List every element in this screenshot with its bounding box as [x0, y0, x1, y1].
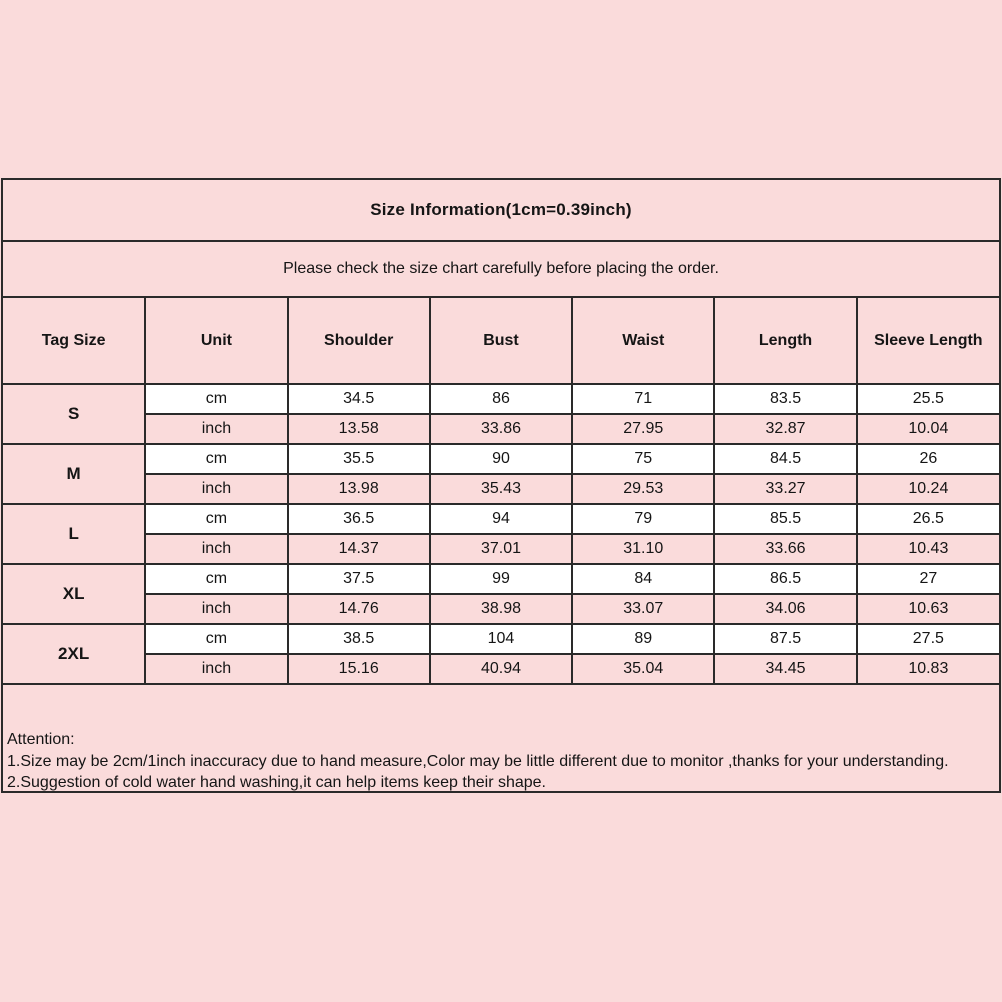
- measurement-cell-cm: 27: [857, 564, 999, 594]
- column-header: Unit: [145, 298, 287, 384]
- tag-size-cell: 2XL: [3, 624, 145, 684]
- measurement-cell-inch: 14.76: [288, 594, 430, 624]
- measurement-cell-inch: 29.53: [572, 474, 714, 504]
- measurement-cell-cm: 79: [572, 504, 714, 534]
- size-row-cm: [3, 564, 999, 594]
- unit-cell-cm: cm: [145, 384, 287, 414]
- size-chart-panel: [1, 178, 1001, 793]
- measurement-cell-inch: 15.16: [288, 654, 430, 684]
- size-table-header-row: [3, 298, 999, 384]
- unit-cell-cm: cm: [145, 504, 287, 534]
- size-row-inch: [3, 414, 999, 444]
- tag-size-cell: L: [3, 504, 145, 564]
- column-header: Sleeve Length: [857, 298, 999, 384]
- measurement-cell-inch: 31.10: [572, 534, 714, 564]
- size-row-cm: [3, 504, 999, 534]
- unit-cell-cm: cm: [145, 564, 287, 594]
- column-header: Length: [714, 298, 856, 384]
- measurement-cell-cm: 38.5: [288, 624, 430, 654]
- measurement-cell-inch: 33.27: [714, 474, 856, 504]
- measurement-cell-inch: 33.86: [430, 414, 572, 444]
- size-row-cm: [3, 444, 999, 474]
- measurement-cell-cm: 99: [430, 564, 572, 594]
- tag-size-cell: S: [3, 384, 145, 444]
- measurement-cell-inch: 33.07: [572, 594, 714, 624]
- size-row-cm: [3, 624, 999, 654]
- measurement-cell-cm: 83.5: [714, 384, 856, 414]
- size-row-cm: [3, 384, 999, 414]
- measurement-cell-cm: 87.5: [714, 624, 856, 654]
- measurement-cell-cm: 36.5: [288, 504, 430, 534]
- measurement-cell-cm: 84: [572, 564, 714, 594]
- unit-cell-inch: inch: [145, 594, 287, 624]
- measurement-cell-cm: 25.5: [857, 384, 999, 414]
- size-row-inch: [3, 534, 999, 564]
- tag-size-cell: M: [3, 444, 145, 504]
- measurement-cell-cm: 75: [572, 444, 714, 474]
- measurement-cell-cm: 89: [572, 624, 714, 654]
- column-header: Bust: [430, 298, 572, 384]
- measurement-cell-inch: 10.24: [857, 474, 999, 504]
- measurement-cell-cm: 104: [430, 624, 572, 654]
- column-header: Waist: [572, 298, 714, 384]
- measurement-cell-inch: 35.04: [572, 654, 714, 684]
- attention-note-2: 2.Suggestion of cold water hand washing,it can help items keep their shape.: [7, 774, 546, 791]
- size-row-inch: [3, 474, 999, 504]
- measurement-cell-inch: 37.01: [430, 534, 572, 564]
- tag-size-cell: XL: [3, 564, 145, 624]
- measurement-cell-cm: 71: [572, 384, 714, 414]
- measurement-cell-cm: 35.5: [288, 444, 430, 474]
- measurement-cell-cm: 86.5: [714, 564, 856, 594]
- size-table: [3, 298, 999, 685]
- measurement-cell-inch: 34.45: [714, 654, 856, 684]
- measurement-cell-inch: 34.06: [714, 594, 856, 624]
- column-header: Shoulder: [288, 298, 430, 384]
- size-table-body: [3, 384, 999, 684]
- unit-cell-inch: inch: [145, 414, 287, 444]
- unit-cell-inch: inch: [145, 654, 287, 684]
- measurement-cell-cm: 86: [430, 384, 572, 414]
- measurement-cell-inch: 10.43: [857, 534, 999, 564]
- measurement-cell-cm: 34.5: [288, 384, 430, 414]
- size-chart-title: Size Information(1cm=0.39inch): [3, 180, 999, 242]
- measurement-cell-inch: 40.94: [430, 654, 572, 684]
- measurement-cell-cm: 27.5: [857, 624, 999, 654]
- measurement-cell-inch: 33.66: [714, 534, 856, 564]
- attention-heading: Attention:: [7, 731, 75, 748]
- column-header: Tag Size: [3, 298, 145, 384]
- size-table-header: [3, 298, 999, 384]
- unit-cell-inch: inch: [145, 534, 287, 564]
- measurement-cell-inch: 27.95: [572, 414, 714, 444]
- measurement-cell-inch: 10.63: [857, 594, 999, 624]
- measurement-cell-inch: 10.04: [857, 414, 999, 444]
- measurement-cell-cm: 84.5: [714, 444, 856, 474]
- size-row-inch: [3, 654, 999, 684]
- measurement-cell-cm: 90: [430, 444, 572, 474]
- measurement-cell-inch: 38.98: [430, 594, 572, 624]
- measurement-cell-cm: 26: [857, 444, 999, 474]
- measurement-cell-inch: 14.37: [288, 534, 430, 564]
- unit-cell-cm: cm: [145, 624, 287, 654]
- measurement-cell-inch: 35.43: [430, 474, 572, 504]
- measurement-cell-cm: 37.5: [288, 564, 430, 594]
- measurement-cell-inch: 13.58: [288, 414, 430, 444]
- measurement-cell-inch: 10.83: [857, 654, 999, 684]
- size-chart-subtitle: Please check the size chart carefully before placing the order.: [3, 242, 999, 298]
- unit-cell-cm: cm: [145, 444, 287, 474]
- unit-cell-inch: inch: [145, 474, 287, 504]
- measurement-cell-cm: 85.5: [714, 504, 856, 534]
- size-row-inch: [3, 594, 999, 624]
- measurement-cell-cm: 26.5: [857, 504, 999, 534]
- measurement-cell-cm: 94: [430, 504, 572, 534]
- attention-section: [3, 685, 999, 798]
- measurement-cell-inch: 13.98: [288, 474, 430, 504]
- measurement-cell-inch: 32.87: [714, 414, 856, 444]
- attention-note-1: 1.Size may be 2cm/1inch inaccuracy due to hand measure,Color may be little different due to monitor ,thanks for your understanding.: [7, 752, 949, 770]
